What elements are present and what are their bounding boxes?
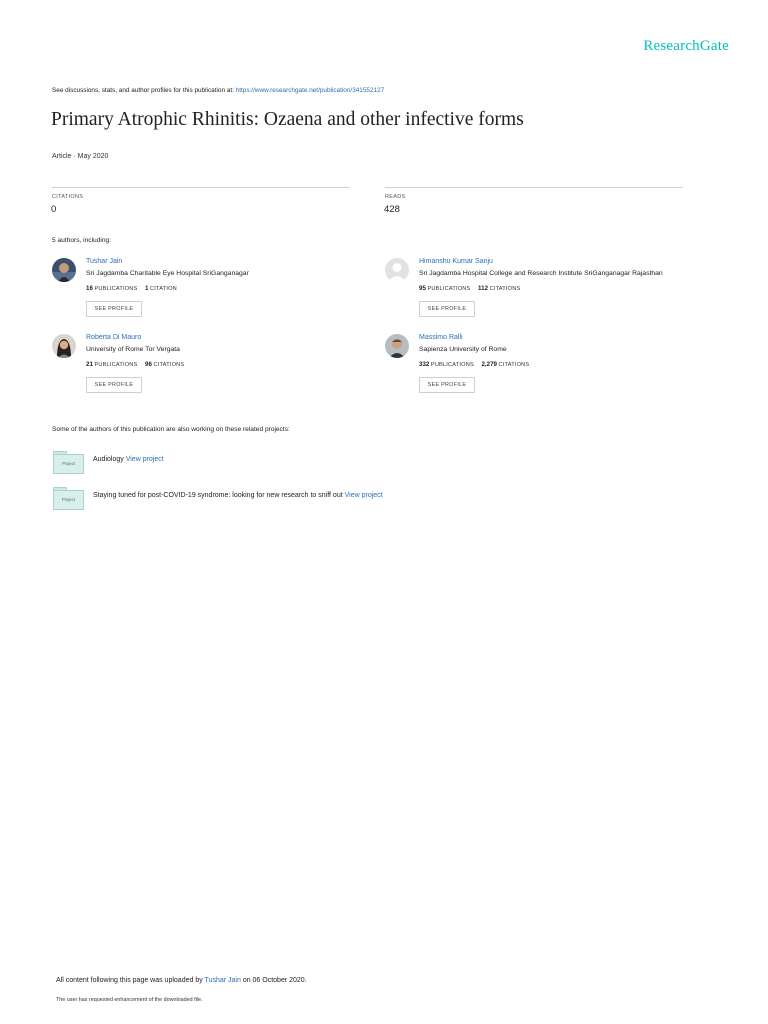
citations-label: CITATIONS xyxy=(52,194,84,200)
publications-count: 95 xyxy=(419,285,426,292)
reads-divider xyxy=(385,187,683,188)
publication-title: Primary Atrophic Rhinitis: Ozaena and other infective forms xyxy=(51,109,524,130)
publications-label: PUBLICATIONS xyxy=(430,362,474,368)
author-name[interactable]: Massimo Ralli xyxy=(419,334,463,341)
avatar[interactable] xyxy=(385,258,409,282)
project-item xyxy=(53,451,453,473)
citations-divider xyxy=(52,187,350,188)
author-stats xyxy=(86,285,183,292)
publications-label: PUBLICATIONS xyxy=(94,362,138,368)
see-profile-button[interactable]: SEE PROFILE xyxy=(419,377,475,393)
author-card xyxy=(52,334,382,396)
citations-count-label: CITATIONS xyxy=(489,286,521,292)
folder-icon xyxy=(53,487,83,509)
author-card xyxy=(52,258,382,320)
citations-count: 112 xyxy=(478,285,489,292)
project-badge: Project xyxy=(53,490,84,510)
see-profile-button[interactable]: SEE PROFILE xyxy=(86,377,142,393)
avatar[interactable] xyxy=(52,258,76,282)
authors-heading: 5 authors, including: xyxy=(52,237,112,244)
project-name: Staying tuned for post-COVID-19 syndrome: looking for new research to sniff out xyxy=(93,492,343,499)
author-affiliation: Sapienza University of Rome xyxy=(419,346,507,353)
see-profile-button[interactable]: SEE PROFILE xyxy=(86,301,142,317)
citations-value: 0 xyxy=(51,204,57,215)
see-profile-button[interactable]: SEE PROFILE xyxy=(419,301,475,317)
citations-count-label: CITATIONS xyxy=(153,362,185,368)
author-name[interactable]: Roberta Di Mauro xyxy=(86,334,142,341)
related-projects-heading: Some of the authors of this publication are also working on these related projects: xyxy=(52,426,290,433)
researchgate-logo[interactable]: ResearchGate xyxy=(643,38,729,54)
publications-label: PUBLICATIONS xyxy=(427,286,471,292)
citations-count-label: CITATION xyxy=(150,286,177,292)
author-name[interactable]: Himanshu Kumar Sanju xyxy=(419,258,493,265)
citations-count: 2,279 xyxy=(481,361,497,368)
article-meta: Article · May 2020 xyxy=(52,153,109,160)
author-stats xyxy=(419,361,535,368)
discussion-text: See discussions, stats, and author profiles for this publication at: xyxy=(52,87,234,94)
author-card xyxy=(385,334,715,396)
reads-value: 428 xyxy=(384,204,400,215)
publications-count: 332 xyxy=(419,361,430,368)
discussion-line xyxy=(52,87,384,94)
citations-count: 1 xyxy=(145,285,149,292)
publications-count: 16 xyxy=(86,285,93,292)
author-stats xyxy=(419,285,526,292)
project-item xyxy=(53,487,553,509)
upload-prefix: All content following this page was uploaded by xyxy=(56,977,203,984)
view-project-link[interactable]: View project xyxy=(125,456,164,463)
citations-count: 96 xyxy=(145,361,152,368)
avatar[interactable] xyxy=(52,334,76,358)
project-title xyxy=(93,456,164,463)
publication-url-link[interactable]: https://www.researchgate.net/publication/341552127 xyxy=(235,87,385,94)
publications-count: 21 xyxy=(86,361,93,368)
author-affiliation: University of Rome Tor Vergata xyxy=(86,346,180,353)
project-title xyxy=(93,492,383,499)
project-name: Audiology xyxy=(93,456,124,463)
uploader-link[interactable]: Tushar Jain xyxy=(204,977,241,984)
author-card xyxy=(385,258,715,320)
author-affiliation: Sri Jagdamba Hospital College and Research Institute SriGanganagar Rajasthan xyxy=(419,270,663,277)
view-project-link[interactable]: View project xyxy=(344,492,383,499)
publications-label: PUBLICATIONS xyxy=(94,286,138,292)
citations-count-label: CITATIONS xyxy=(498,362,530,368)
upload-suffix: on 06 October 2020. xyxy=(242,977,307,984)
author-name[interactable]: Tushar Jain xyxy=(86,258,123,265)
author-stats xyxy=(86,361,190,368)
author-affiliation: Sri Jagdamba Charitable Eye Hospital SriGanganagar xyxy=(86,270,249,277)
reads-label: READS xyxy=(385,194,406,200)
enhancement-note: The user has requested enhancement of the downloaded file. xyxy=(56,997,203,1003)
project-badge: Project xyxy=(53,454,84,474)
folder-icon xyxy=(53,451,83,473)
avatar[interactable] xyxy=(385,334,409,358)
upload-note xyxy=(56,977,307,984)
